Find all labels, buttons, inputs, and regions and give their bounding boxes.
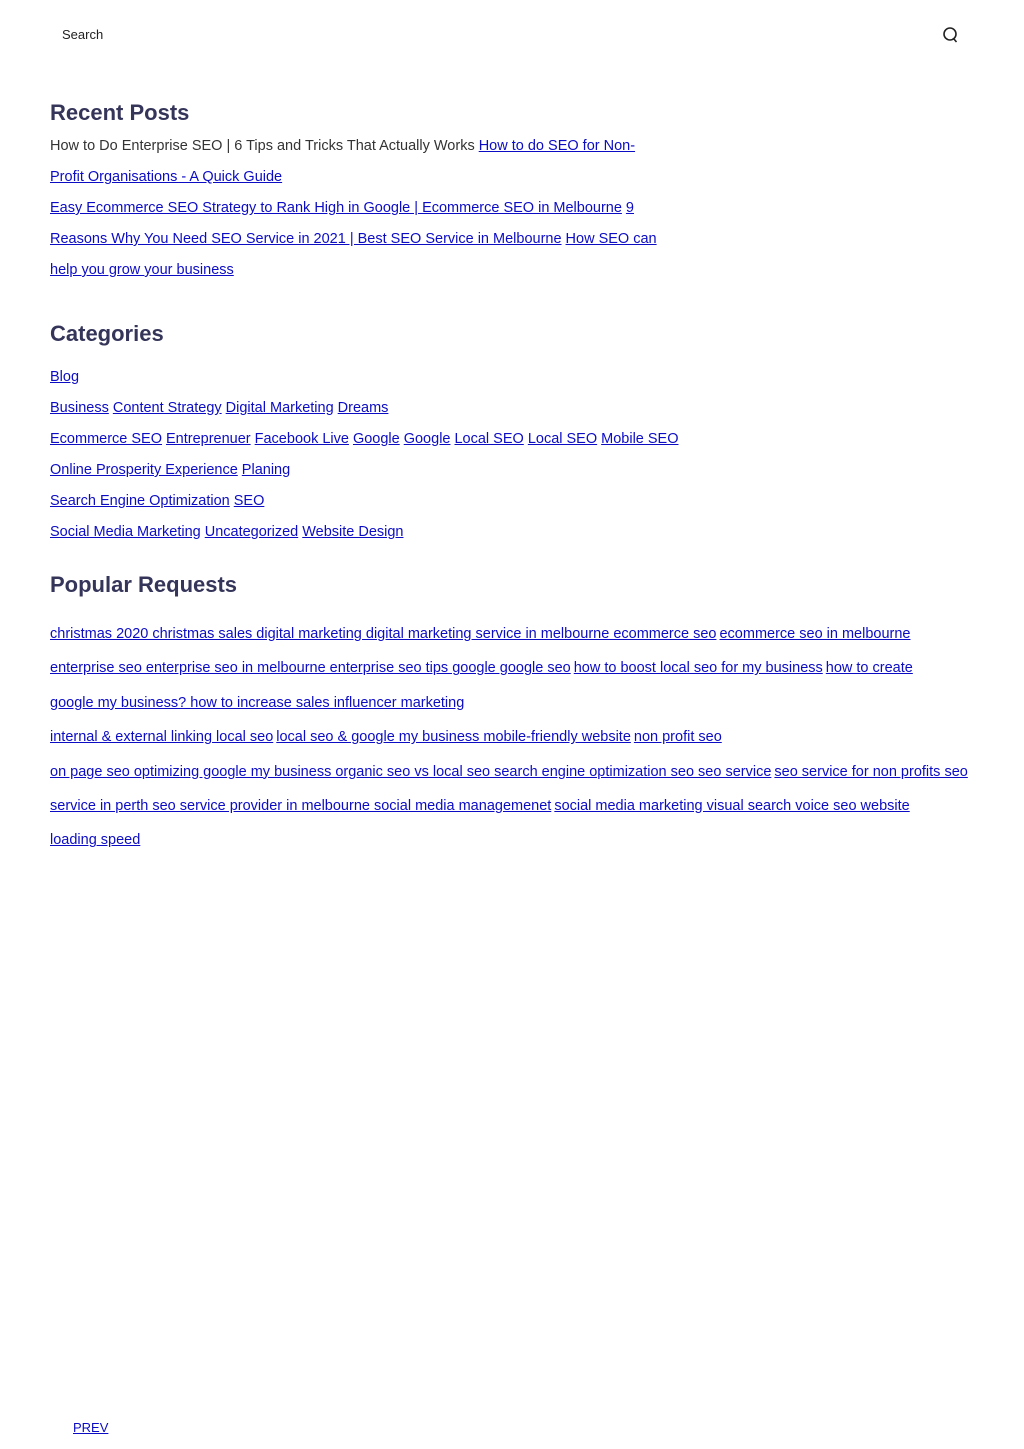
popular-requests-title: Popular Requests xyxy=(50,572,238,597)
recent-post-text: How to Do Enterprise SEO | 6 Tips and Tricks That Actually Works xyxy=(50,138,475,154)
categories-line xyxy=(50,362,683,393)
category-link[interactable]: Uncategorized xyxy=(204,524,299,540)
popular-requests-line xyxy=(50,617,971,651)
category-link[interactable]: Social Media Marketing xyxy=(50,524,201,540)
category-link[interactable]: Content Strategy xyxy=(112,400,222,416)
category-link[interactable]: Blog xyxy=(50,369,80,385)
popular-requests-line xyxy=(50,651,971,685)
recent-post-link[interactable]: Reasons Why You Need SEO Service in 2021 | Best SEO Service in Melbourne xyxy=(50,231,562,247)
prev-link[interactable]: PREV xyxy=(73,1420,109,1435)
category-link[interactable]: Website Design xyxy=(302,524,404,540)
categories-line xyxy=(50,517,683,548)
popular-request-link[interactable]: christmas 2020 christmas sales digital marketing digital marketing service in melbourne ecommerce seo xyxy=(50,626,717,642)
popular-requests-line xyxy=(50,686,971,720)
popular-request-link[interactable]: seo service for non profits seo xyxy=(774,763,968,780)
category-link[interactable]: Online Prosperity Experience xyxy=(50,462,238,478)
recent-posts-list xyxy=(50,131,661,286)
category-link[interactable]: Dreams xyxy=(337,400,389,416)
categories-line xyxy=(50,486,683,517)
category-link[interactable]: Google xyxy=(403,431,451,447)
popular-request-link[interactable]: how to create xyxy=(825,660,913,677)
recent-posts-line xyxy=(50,224,661,255)
categories-list xyxy=(50,362,683,548)
recent-post-link[interactable]: 9 xyxy=(625,200,634,216)
recent-posts-line xyxy=(50,193,661,224)
popular-request-link[interactable]: social media marketing visual search voice seo website xyxy=(554,797,910,814)
category-link[interactable]: Local SEO xyxy=(454,431,524,447)
recent-posts-line xyxy=(50,255,661,286)
category-link[interactable]: Facebook Live xyxy=(254,431,349,447)
popular-request-link[interactable]: enterprise seo enterprise seo in melbourne enterprise seo tips google google seo xyxy=(50,660,571,677)
popular-request-link[interactable]: service in perth seo service provider in melbourne social media managemenet xyxy=(50,797,552,814)
popular-requests-line xyxy=(50,755,971,789)
category-link[interactable]: Planing xyxy=(241,462,291,478)
category-link[interactable]: Google xyxy=(352,431,400,447)
categories-line xyxy=(50,455,683,486)
popular-request-link[interactable]: loading speed xyxy=(50,832,141,849)
recent-post-link[interactable]: help you grow your business xyxy=(50,262,234,278)
popular-requests-list xyxy=(50,617,971,858)
category-link[interactable]: Business xyxy=(50,400,109,416)
recent-posts-line xyxy=(50,131,661,162)
popular-request-link[interactable]: on page seo optimizing google my business organic seo vs local seo search engine optimization seo seo service xyxy=(50,763,772,780)
popular-requests-line xyxy=(50,720,971,754)
category-link[interactable]: Search Engine Optimization xyxy=(50,493,230,509)
categories-line xyxy=(50,424,683,455)
categories-title: Categories xyxy=(50,321,164,346)
popular-request-link[interactable]: google my business? how to increase sales influencer marketing xyxy=(50,694,465,711)
search-input[interactable] xyxy=(62,24,662,44)
popular-requests-line xyxy=(50,789,971,823)
popular-request-link[interactable]: how to boost local seo for my business xyxy=(573,660,823,677)
recent-post-link[interactable]: How SEO can xyxy=(565,231,657,247)
category-link[interactable]: Entreprenuer xyxy=(166,431,251,447)
recent-posts-title: Recent Posts xyxy=(50,100,190,125)
category-link[interactable]: SEO xyxy=(233,493,265,509)
category-link[interactable]: Mobile SEO xyxy=(601,431,679,447)
popular-requests-line xyxy=(50,823,971,857)
recent-posts-line xyxy=(50,162,661,193)
popular-request-link[interactable]: local seo & google my business mobile-friendly website xyxy=(276,729,631,746)
categories-line xyxy=(50,393,683,424)
popular-request-link[interactable]: internal & external linking local seo xyxy=(50,729,274,746)
category-link[interactable]: Digital Marketing xyxy=(225,400,334,416)
search-icon[interactable] xyxy=(942,25,960,45)
popular-request-link[interactable]: ecommerce seo in melbourne xyxy=(719,626,911,642)
search-bar xyxy=(62,24,962,46)
recent-post-link[interactable]: Easy Ecommerce SEO Strategy to Rank High in Google | Ecommerce SEO in Melbourne xyxy=(50,200,622,216)
recent-post-link[interactable]: Profit Organisations - A Quick Guide xyxy=(50,169,283,185)
category-link[interactable]: Local SEO xyxy=(527,431,598,447)
category-link[interactable]: Ecommerce SEO xyxy=(50,431,162,447)
recent-post-link[interactable]: How to do SEO for Non- xyxy=(478,138,636,154)
popular-request-link[interactable]: non profit seo xyxy=(633,729,722,746)
